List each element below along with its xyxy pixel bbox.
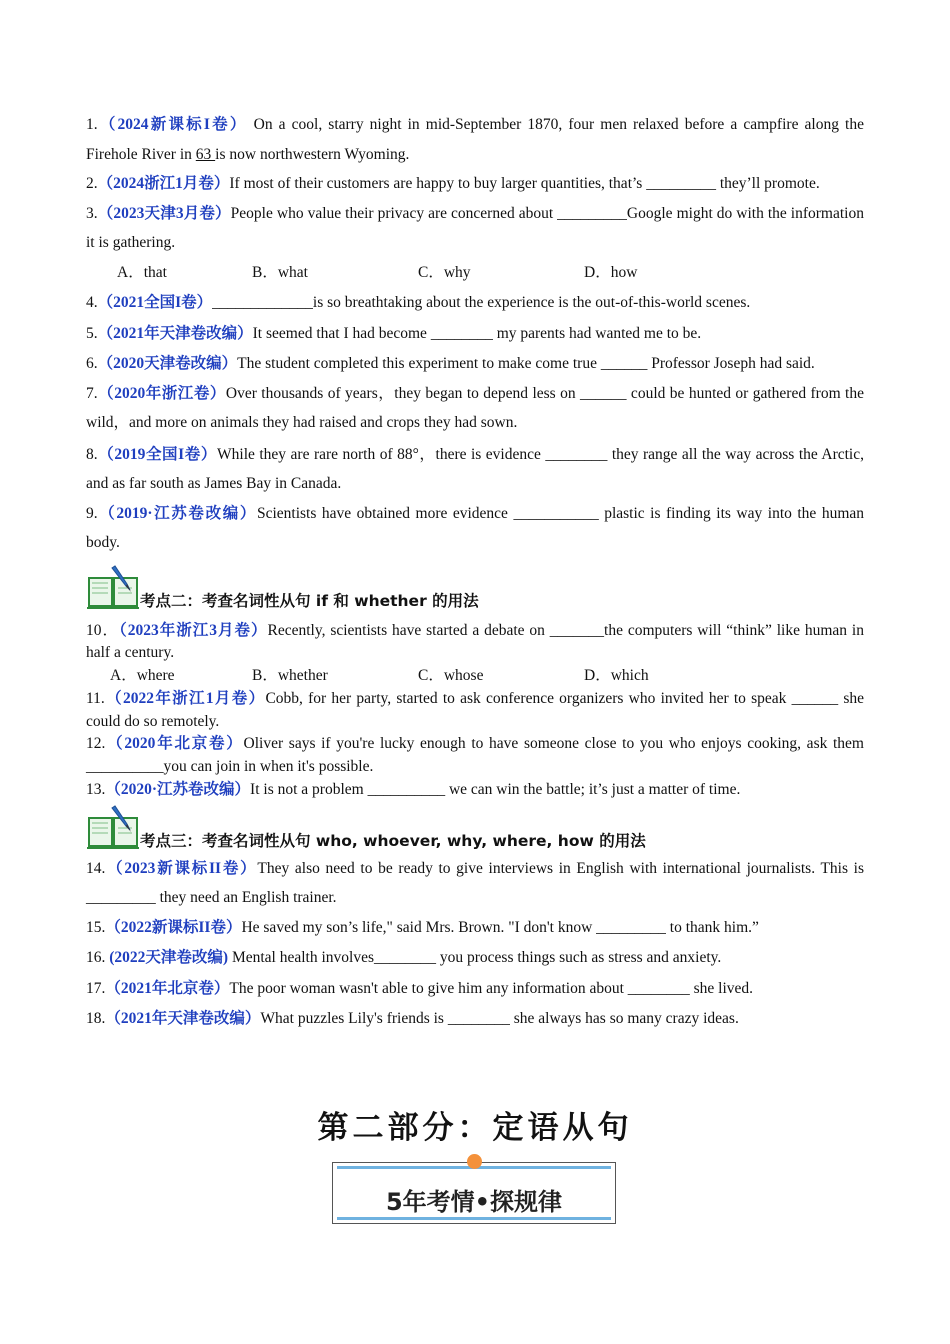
question-source: （2022年浙江1月卷） bbox=[104, 689, 266, 707]
badge-dot-icon bbox=[467, 1154, 482, 1169]
book-pencil-icon bbox=[86, 804, 140, 850]
question-10: 10．（2023年浙江3月卷）Recently, scientists have started a debate on _______the computers will “think” like human in half a century. bbox=[86, 621, 864, 662]
question-14: 14.（2023新课标II卷）They also need to be ready to give interviews in English with international journalists. This is _________ they need an English trainer. bbox=[86, 859, 864, 907]
option-d: D．how bbox=[584, 263, 638, 281]
question-source: （2020·江苏卷改编） bbox=[105, 781, 251, 799]
question-17: 17.（2021年北京卷）The poor woman wasn't able to give him any information about ________ she lived. bbox=[86, 979, 754, 997]
section-2-questions bbox=[86, 620, 864, 802]
question-13: 13.（2020·江苏卷改编）It is not a problem __________ we can win the battle; it’s just a matter of time. bbox=[86, 781, 741, 799]
question-5: 5.（2021年天津卷改编）It seemed that I had become ________ my parents had wanted me to be. bbox=[86, 324, 702, 342]
question-3-options bbox=[86, 258, 864, 288]
option-b: B．whether bbox=[252, 667, 328, 685]
question-source: （2020年北京卷） bbox=[105, 735, 244, 753]
question-source: （2021年天津卷改编） bbox=[97, 324, 253, 342]
option-c: C．why bbox=[418, 263, 471, 281]
question-source: （2020天津卷改编） bbox=[97, 355, 238, 372]
question-source: （2024浙江1月卷） bbox=[97, 175, 230, 192]
question-source: （2023天津3月卷） bbox=[97, 204, 231, 222]
question-9: 9.（2019·江苏卷改编）Scientists have obtained more evidence ___________ plastic is finding its way into the human body. bbox=[86, 504, 864, 551]
section-2-header bbox=[86, 564, 864, 612]
badge-bottom-line bbox=[337, 1217, 611, 1220]
question-2: 2.（2024浙江1月卷）If most of their customers are happy to buy larger quantities, that’s _________ they’ll promote. bbox=[86, 175, 820, 192]
question-source: （2024新课标I卷） bbox=[97, 116, 248, 133]
option-d: D．which bbox=[584, 667, 649, 685]
question-source: （2021全国I卷） bbox=[97, 294, 213, 311]
question-11: 11.（2022年浙江1月卷）Cobb, for her party, started to ask conference organizers who invited her to speak ______ she could do so remotely. bbox=[86, 689, 864, 730]
section-2-title: 考点二：考查名词性从句 if 和 whether 的用法 bbox=[140, 591, 479, 610]
question-7: 7.（2020年浙江卷）Over thousands of years，they began to depend less on ______ could be hunted or gathered from the wild，and more on animals they had raised and crops they had sown. bbox=[86, 384, 864, 431]
question-4: 4.（2021全国I卷）_____________is so breathtaking about the experience is the out-of-this-world scenes. bbox=[86, 294, 751, 311]
question-3: 3.（2023天津3月卷）People who value their privacy are concerned about _________Google might do with the information it is gathering. bbox=[86, 204, 864, 251]
question-source: （2021年北京卷） bbox=[105, 979, 230, 997]
question-16: 16. (2022天津卷改编) Mental health involves________ you process things such as stress and anxiety. bbox=[86, 949, 722, 967]
part-two-title: 第二部分：定语从句 bbox=[317, 1110, 633, 1146]
question-1: 1.（2024新课标I卷） On a cool, starry night in mid-September 1870, four men relaxed before a campfire along the Firehole River in 63 is now northwestern Wyoming. bbox=[86, 116, 864, 163]
question-source: （2021年天津卷改编） bbox=[105, 1010, 261, 1028]
section-badge bbox=[332, 1158, 616, 1222]
question-source: （2020年浙江卷） bbox=[97, 384, 226, 402]
option-b: B．what bbox=[252, 263, 308, 281]
option-c: C．whose bbox=[418, 667, 484, 685]
question-source: （2019·江苏卷改编） bbox=[97, 504, 257, 522]
section-3-questions bbox=[86, 854, 864, 1034]
answer-blank: 63 bbox=[195, 145, 216, 163]
badge-frame bbox=[332, 1162, 616, 1224]
question-source: （2019全国I卷） bbox=[97, 445, 218, 463]
document-body bbox=[86, 110, 864, 1034]
book-pencil-icon bbox=[86, 564, 140, 610]
option-a: A．where bbox=[110, 667, 175, 685]
section-3-title: 考点三：考查名词性从句 who, whoever, why, where, how 的用法 bbox=[140, 831, 646, 850]
question-10-options bbox=[86, 665, 864, 688]
question-source: （2023年浙江3月卷） bbox=[119, 621, 268, 639]
question-15: 15.（2022新课标II卷）He saved my son’s life," said Mrs. Brown. "I don't know _________ to thank him.” bbox=[86, 918, 759, 936]
question-8: 8.（2019全国I卷）While they are rare north of 88°，there is evidence ________ they range all the way across the Arctic, and as far south as James Bay in Canada. bbox=[86, 445, 864, 492]
option-a: A．that bbox=[117, 263, 167, 281]
question-source: (2022天津卷改编) bbox=[105, 949, 229, 967]
badge-label: 5年考情•探规律 bbox=[385, 1188, 563, 1216]
question-12: 12.（2020年北京卷）Oliver says if you're lucky enough to have someone close to you who enjoys cooking, ask them __________you can join in when it's possible. bbox=[86, 735, 864, 776]
question-18: 18.（2021年天津卷改编）What puzzles Lily's friends is ________ she always has so many crazy ideas. bbox=[86, 1010, 739, 1028]
section-3-header bbox=[86, 804, 864, 852]
question-source: （2022新课标II卷） bbox=[105, 918, 242, 936]
question-source: （2023新课标II卷） bbox=[105, 859, 258, 877]
question-6: 6.（2020天津卷改编）The student completed this experiment to make come true ______ Professor Joseph had said. bbox=[86, 355, 815, 372]
